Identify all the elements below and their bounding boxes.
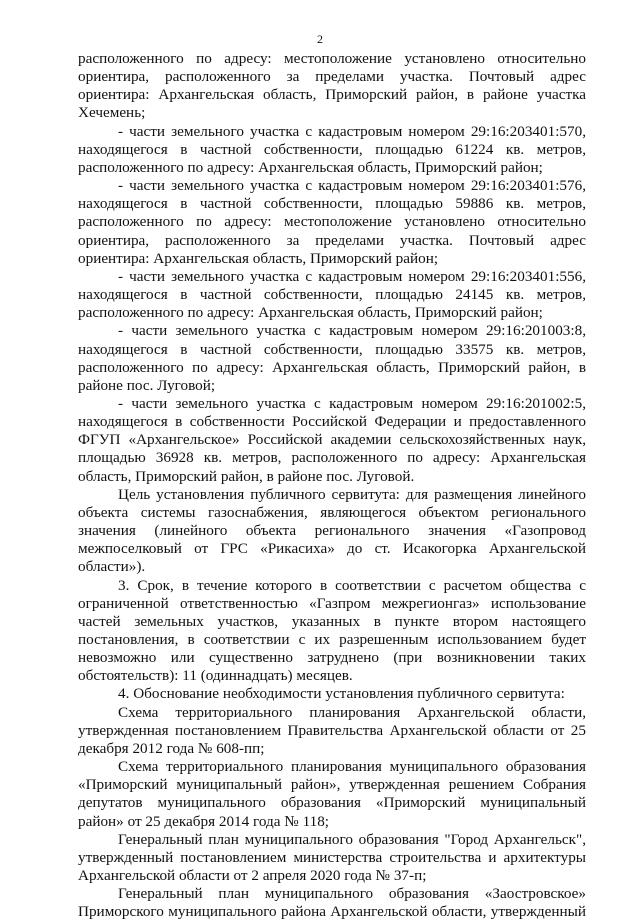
paragraph: 3. Срок, в течение которого в соответствии с расчетом общества с ограниченной ответственностью «Газпром межрегионгаз» использование частей земельных участков, указанных в пункте втором настоящего постановления, в соответствии с их разрешенным использованием будет невозможно или существенно затруднено (при возникновении таких обстоятельств): 11 (одиннадцать) месяцев. [78,576,586,685]
paragraph: расположенного по адресу: местоположение установлено относительно ориентира, расположенного за пределами участка. Почтовый адрес ориентира: Архангельская область, Приморский район, в районе участка Хечемень; [78,50,586,122]
paragraph: Схема территориального планирования муниципального образования «Приморский муниципальный район», утвержденная решением Собрания депутатов муниципального образования «Приморский муниципальный район» от 25 декабря 2014 года № 118; [78,758,586,830]
paragraph: - части земельного участка с кадастровым номером 29:16:201003:8, находящегося в частной собственности, площадью 33575 кв. метров, расположенного по адресу: Архангельская область, Приморский район, в районе пос. Луговой; [78,322,586,394]
page-number: 2 [317,32,323,46]
paragraph: Генеральный план муниципального образования «Заостровское» Приморского муниципального района Архангельской области, утвержденный [78,885,586,921]
paragraph: - части земельного участка с кадастровым номером 29:16:201002:5, находящегося в собственности Российской Федерации и предоставленного ФГУП «Архангельское» Российской академии сельскохозяйственных наук, площадью 36928 кв. метров, расположенного по адресу: Архангельская область, Приморский район, в районе пос. Луговой. [78,394,586,485]
document-body [78,50,586,922]
paragraph: 4. Обоснование необходимости установления публичного сервитута: [118,685,565,703]
paragraph: Цель установления публичного сервитута: для размещения линейного объекта системы газоснабжения, являющегося объектом регионального значения (линейного объекта регионального значения «Газопровод межпоселковый от ГРС «Рикасиха» до ст. Исакогорка Архангельской области»). [78,485,586,576]
paragraph: Схема территориального планирования Архангельской области, утвержденная постановлением Правительства Архангельской области от 25 декабря 2012 года № 608-пп; [78,703,586,757]
paragraph: - части земельного участка с кадастровым номером 29:16:203401:576, находящегося в частной собственности, площадью 59886 кв. метров, расположенного по адресу: местоположение установлено относительно ориентира, расположенного за пределами участка. Почтовый адрес ориентира: Архангельская область, Приморский район; [78,177,586,267]
paragraph: Генеральный план муниципального образования "Город Архангельск", утвержденный постановлением министерства строительства и архитектуры Архангельской области от 2 апреля 2020 года № 37-п; [78,830,586,885]
paragraph: - части земельного участка с кадастровым номером 29:16:203401:556, находящегося в частной собственности, площадью 24145 кв. метров, расположенного по адресу: Архангельская область, Приморский район; [78,267,586,322]
paragraph: - части земельного участка с кадастровым номером 29:16:203401:570, находящегося в частной собственности, площадью 61224 кв. метров, расположенного по адресу: Архангельская область, Приморский район; [78,122,586,176]
